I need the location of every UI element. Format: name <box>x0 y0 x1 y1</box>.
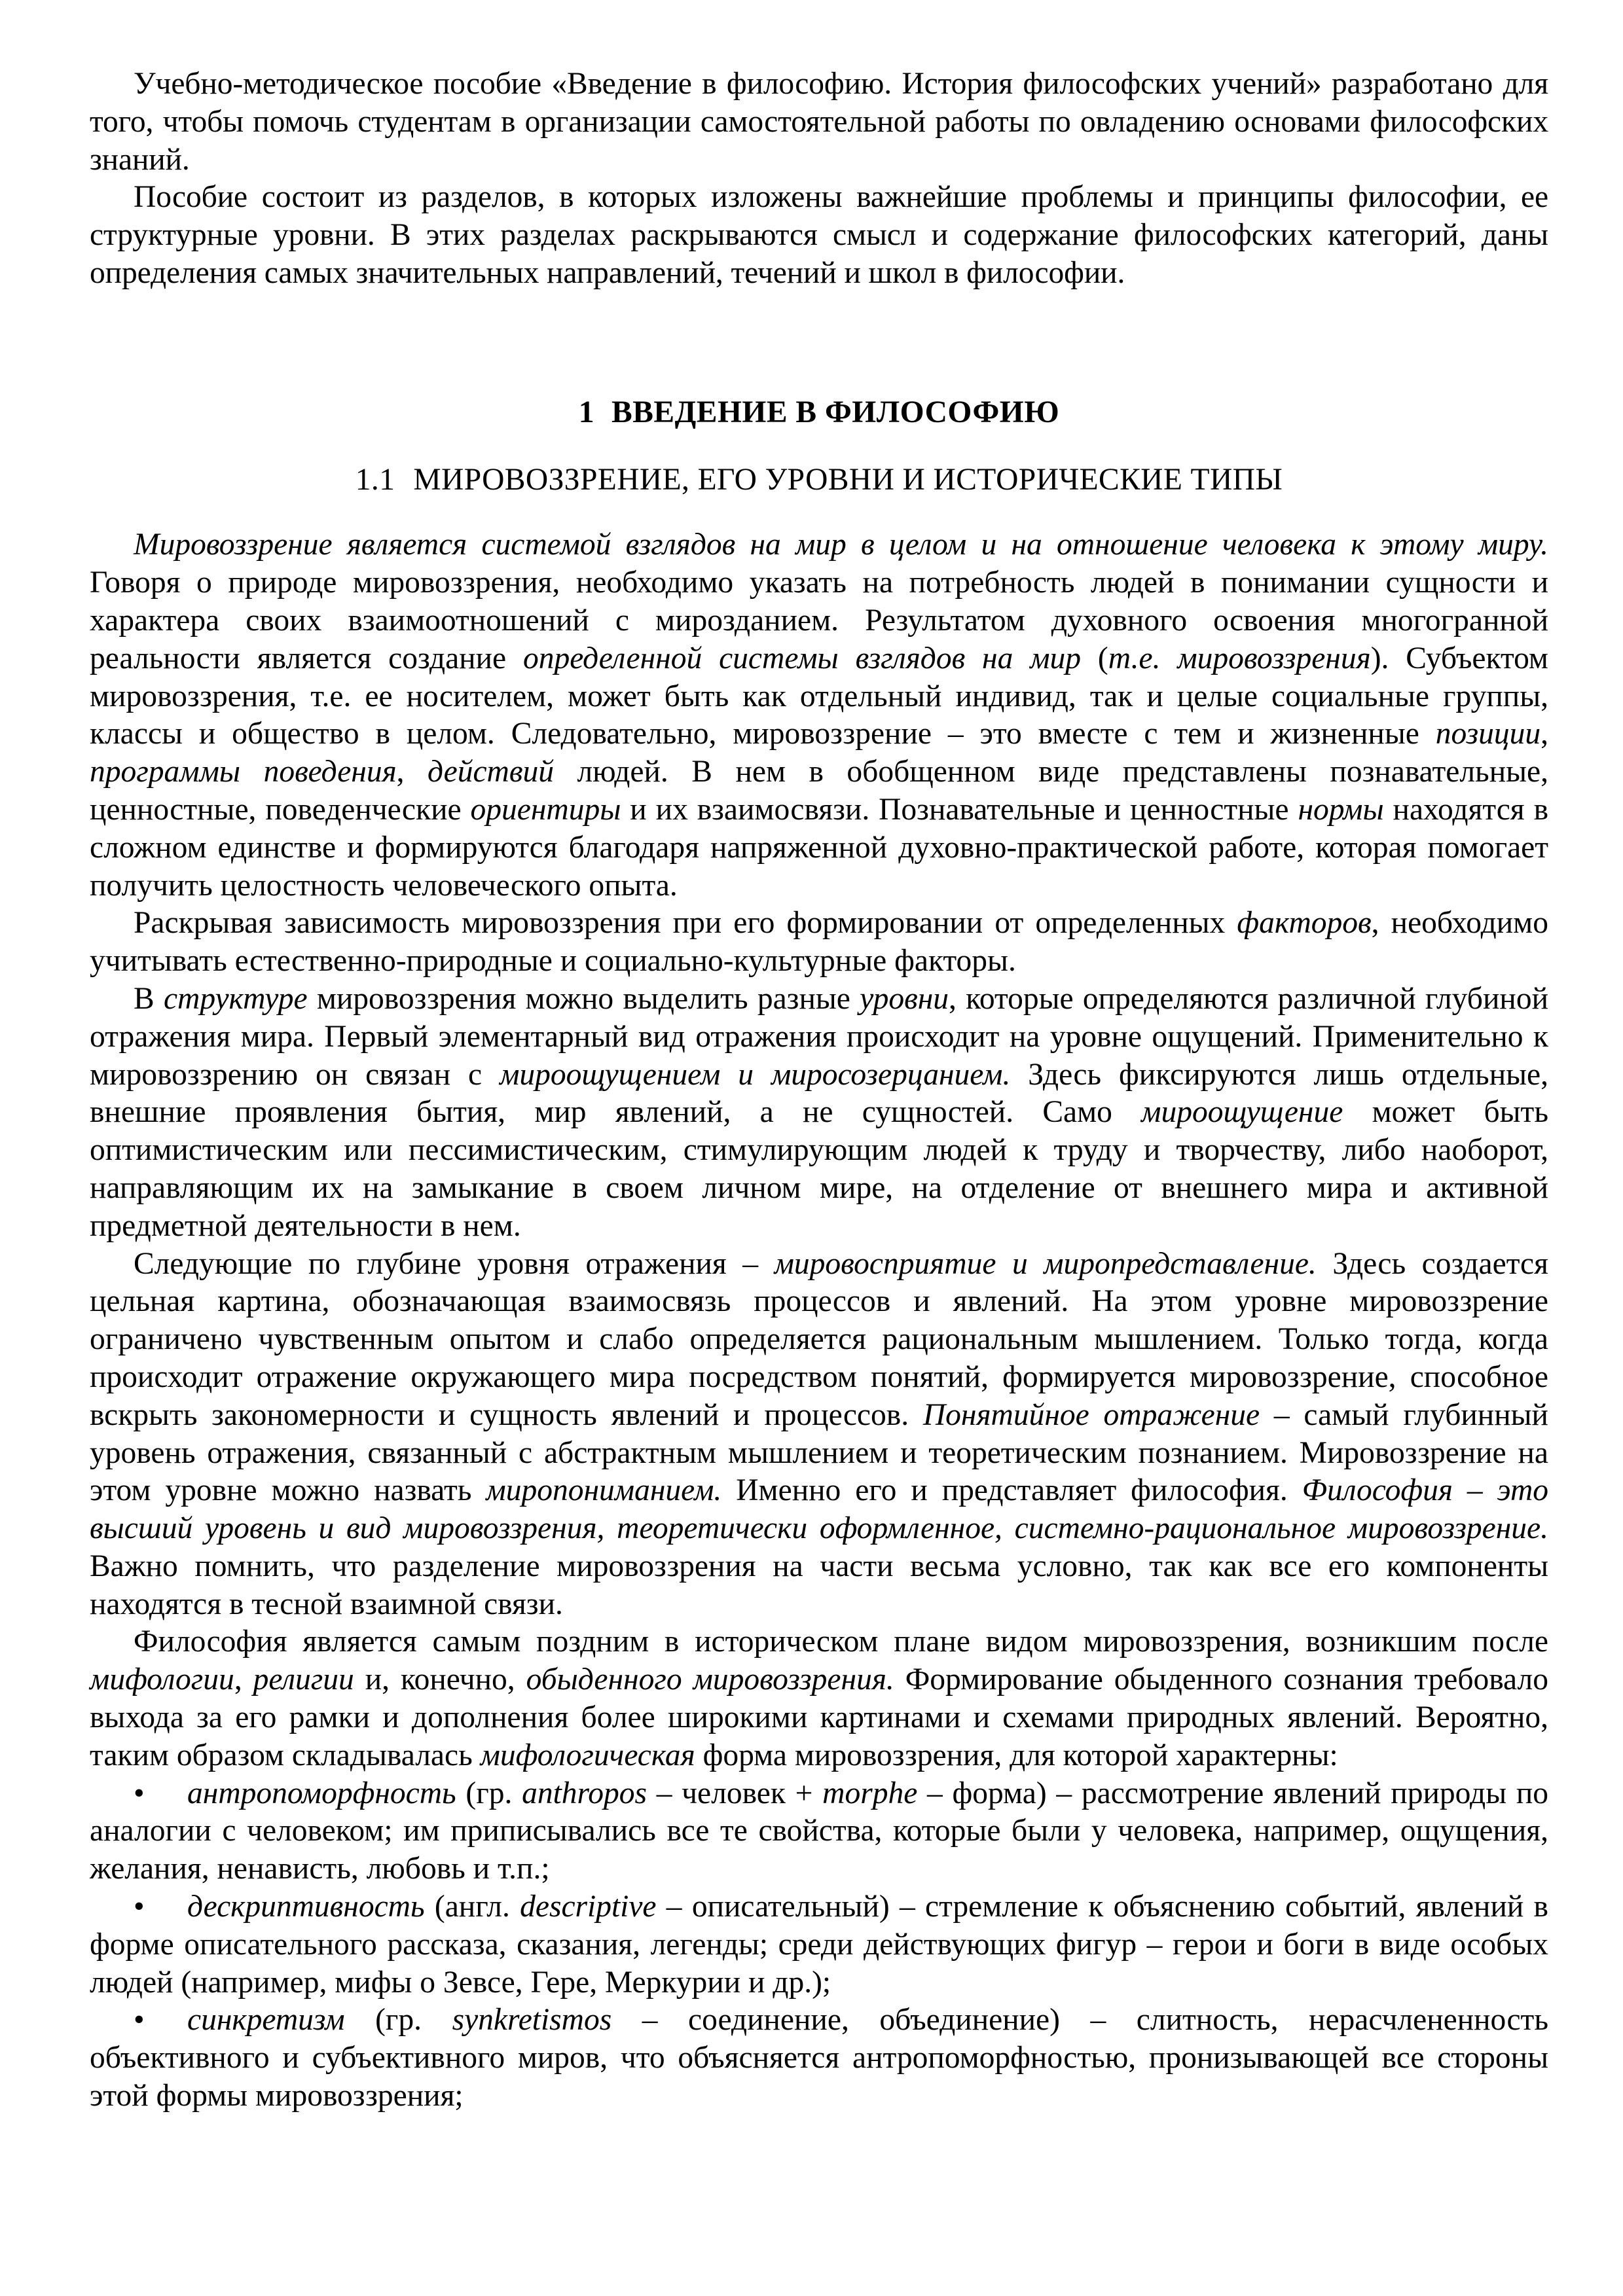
text-run: Следующие по глубине уровня отражения – <box>134 1246 775 1281</box>
list-term: дескриптивность <box>187 1890 425 1924</box>
bullet-icon: • <box>134 1890 145 1924</box>
text-run: В <box>134 981 164 1016</box>
text-run: (гр. <box>456 1776 522 1810</box>
body-paragraph-2 <box>90 905 1548 980</box>
text-run: форма мировоззрения, для которой характерны: <box>695 1738 1338 1772</box>
emphasis: религии <box>253 1662 354 1697</box>
text-run: – соединение, объединение) – слитность, нерасчлененность объективного и субъективного миров, что объясняется антропоморфностью, пронизывающей все стороны этой формы мировоззрения; <box>90 2003 1548 2113</box>
emphasis: мифологии <box>90 1662 234 1697</box>
list-term: антропоморфность <box>187 1776 456 1810</box>
text-run: Философия является самым поздним в историческом плане видом мировоззрения, возникшим после <box>134 1624 1548 1659</box>
text-run: людей. В нем в обобщенном виде представлены познавательные, ценностные, поведенческие <box>90 755 1548 827</box>
list-term: синкретизм <box>187 2003 345 2037</box>
text-run: и, конечно, <box>354 1662 526 1697</box>
emphasis: т.е. мировоззрения <box>1108 641 1371 675</box>
bullet-icon: • <box>134 1776 145 1810</box>
text-run: , <box>396 755 428 789</box>
emphasis: факторов <box>1237 906 1372 941</box>
body-paragraph-1 <box>90 526 1548 905</box>
body-paragraph-5 <box>90 1623 1548 1774</box>
emphasis: мифологическая <box>480 1738 695 1772</box>
section-number: 1 <box>578 395 595 429</box>
intro-paragraph-2: Пособие состоит из разделов, в которых изложены важнейшие проблемы и принципы философии, ее структурные уровни. В этих разделах раскрываются смысл и содержание философских категорий, даны определения самых значительных направлений, течений и школ в философии. <box>90 180 1548 290</box>
text-run: (англ. <box>424 1890 520 1924</box>
definition-text: Мировоззрение является системой взглядов на мир в целом и на отношение человека к этому миру. <box>134 528 1548 562</box>
emphasis: Философия – это высший уровень и вид мировоззрения, теоретически оформленное, системно-рациональное мировоззрение. <box>90 1473 1548 1546</box>
subsection-number: 1.1 <box>355 462 395 497</box>
text-run: Здесь создается цельная картина, обозначающая взаимосвязь процессов и явлений. На этом уровне мировоззрение ограничено чувственным опытом и слабо определяется рациональным мышлением. Только тогда, когда происходит отражение окружающего мира посредством понятий, формируется мировоззрение, способное вскрыть закономерности и сущность явлений и процессов. <box>90 1246 1548 1432</box>
document-page <box>90 65 1548 2115</box>
text-run: ). Субъектом мировоззрения, т.е. ее носителем, может быть как отдельный индивид, так и целые социальные группы, классы и общество в целом. Следовательно, мировоззрение – это вместе с тем и жизненные <box>90 641 1548 751</box>
text-run: – человек + <box>646 1776 823 1810</box>
emphasis: действий <box>428 755 554 789</box>
text-run: Здесь фиксируются лишь отдельные, внешние проявления бытия, мир явлений, а не сущностей. Само <box>90 1057 1548 1130</box>
text-run: , которые определяются различной глубиной отражения мира. Первый элементарный вид отражения происходит на уровне ощущений. Применительно к мировоззрению он связан с <box>90 981 1548 1092</box>
foreign-word: anthropos <box>522 1776 647 1810</box>
body-paragraph-4 <box>90 1246 1548 1624</box>
text-run: Именно его и представляет философия. <box>721 1473 1302 1508</box>
subsection-title: МИРОВОЗЗРЕНИЕ, ЕГО УРОВНИ И ИСТОРИЧЕСКИЕ ТИПЫ <box>413 462 1283 497</box>
emphasis: позиции <box>1435 717 1541 751</box>
emphasis: программы поведения <box>90 755 397 789</box>
text-run: Раскрывая зависимость мировоззрения при его формировании от определенных <box>134 906 1237 941</box>
bullet-icon: • <box>134 2003 145 2037</box>
foreign-word: synkretismos <box>452 2003 612 2037</box>
text-run: , <box>1541 717 1548 751</box>
text-run: , <box>234 1662 253 1697</box>
emphasis: нормы <box>1298 792 1384 827</box>
foreign-word: morphe <box>822 1776 918 1810</box>
text-run: мировоззрения можно выделить разные <box>307 981 860 1016</box>
emphasis: мироощущением и миросозерцанием. <box>500 1057 1011 1092</box>
text-run: – форма) – рассмотрение явлений природы по аналогии с человеком; им приписывались все те свойства, которые были у человека, например, ощущения, желания, ненависть, любовь и т.п.; <box>90 1776 1548 1886</box>
emphasis: определенной системы взглядов на мир <box>522 641 1082 675</box>
emphasis: мироощущение <box>1141 1095 1343 1130</box>
subsection-heading <box>90 461 1548 499</box>
text-run: Говоря о природе мировоззрения, необходимо указать на потребность людей в понимании сущности и характера своих взаимоотношений с мирозданием. Результатом духовного освоения многогранной реальности является создание <box>90 565 1548 675</box>
emphasis: структуре <box>163 981 308 1016</box>
emphasis: уровни <box>860 981 949 1016</box>
text-run: (гр. <box>344 2003 452 2037</box>
intro-block <box>90 65 1548 293</box>
text-run: – описательный) – стремление к объяснению событий, явлений в форме описательного рассказа, сказания, легенды; среди действующих фигур – герои и боги в виде особых людей (например, мифы о Зевсе, Гере, Меркурии и др.); <box>90 1890 1548 2000</box>
emphasis: обыденного мировоззрения. <box>526 1662 894 1697</box>
text-run: – самый глубинный уровень отражения, связанный с абстрактным мышлением и теоретическим познанием. Мировоззрение на этом уровне можно назвать <box>90 1397 1548 1508</box>
list-item <box>90 1775 1548 1888</box>
list-item <box>90 2001 1548 2115</box>
text-run: и их взаимосвязи. Познавательные и ценностные <box>621 792 1298 827</box>
emphasis: ориентиры <box>470 792 621 827</box>
text-run: ( <box>1081 641 1108 675</box>
bullet-list <box>90 1775 1548 2115</box>
section-heading <box>90 394 1548 432</box>
section-title: ВВЕДЕНИЕ В ФИЛОСОФИЮ <box>611 395 1060 429</box>
intro-paragraph-1: Учебно-методическое пособие «Введение в философию. История философских учений» разработано для того, чтобы помочь студентам в организации самостоятельной работы по овладению основами философских знаний. <box>90 67 1548 177</box>
list-item <box>90 1888 1548 2001</box>
emphasis: мировосприятие и миропредставление. <box>774 1246 1317 1281</box>
text-run: находятся в сложном единстве и формируются благодаря напряженной духовно-практической работе, которая помогает получить целостность человеческого опыта. <box>90 792 1548 903</box>
text-run: может быть оптимистическим или пессимистическим, стимулирующим людей к труду и творчеству, либо наоборот, направляющим их на замыкание в своем личном мире, на отделение от внешнего мира и активной предметной деятельности в нем. <box>90 1095 1548 1243</box>
emphasis: миропониманием. <box>486 1473 722 1508</box>
foreign-word: descriptive <box>520 1890 657 1924</box>
text-run: Формирование обыденного сознания требовало выхода за его рамки и дополнения более широкими картинами и схемами природных явлений. Вероятно, таким образом складывалась <box>90 1662 1549 1772</box>
body-paragraph-3 <box>90 980 1548 1246</box>
text-run: Важно помнить, что разделение мировоззрения на части весьма условно, так как все его компоненты находятся в тесной взаимной связи. <box>90 1549 1548 1621</box>
text-run: , необходимо учитывать естественно-природные и социально-культурные факторы. <box>90 906 1548 978</box>
emphasis: Понятийное отражение <box>922 1397 1260 1432</box>
